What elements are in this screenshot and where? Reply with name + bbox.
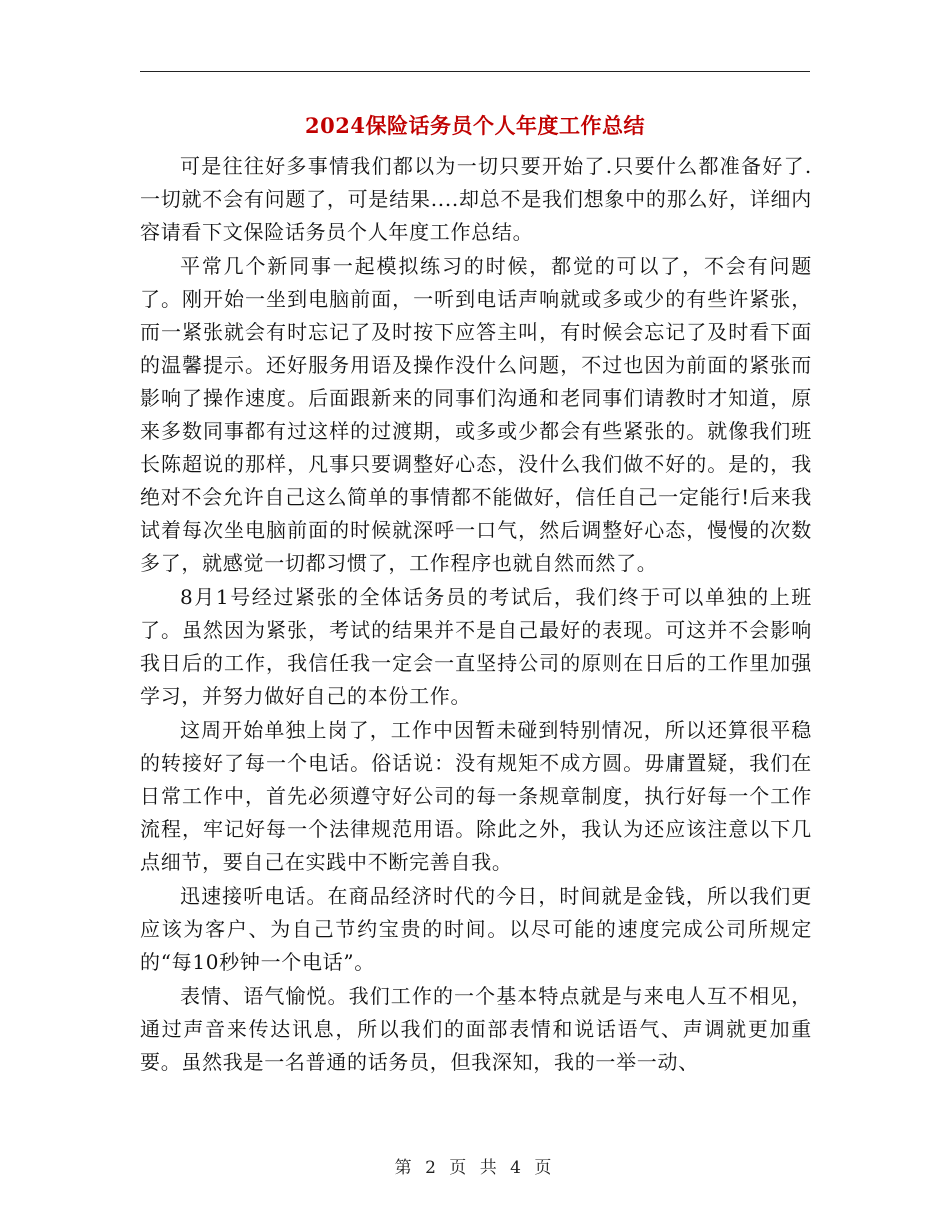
header-divider bbox=[140, 71, 810, 72]
page-number-footer: 第 2 页 共 4 页 bbox=[394, 1158, 556, 1178]
paragraph-intro: 可是往往好多事情我们都以为一切只要开始了.只要什么都准备好了.一切就不会有问题了，可是结果....却总不是我们想象中的那么好，详细内容请看下文保险话务员个人年度工作总结。 bbox=[140, 154, 812, 244]
paragraph-on-duty: 这周开始单独上岗了，工作中因暂未碰到特别情况，所以还算很平稳的转接好了每一个电话。俗话说：没有规矩不成方圆。毋庸置疑，我们在日常工作中，首先必须遵守好公司的每一条规章制度，执行好每一个工作流程，牢记好每一个法律规范用语。除此之外，我认为还应该注意以下几点细节，要自己在实践中不断完善自我。 bbox=[140, 718, 812, 874]
paragraph-simulation-practice: 平常几个新同事一起模拟练习的时候，都觉的可以了，不会有问题了。刚开始一坐到电脑前面，一听到电话声响就或多或少的有些许紧张，而一紧张就会有时忘记了及时按下应答主叫，有时候会忘记了及时看下面的温馨提示。还好服务用语及操作没什么问题，不过也因为前面的紧张而影响了操作速度。后面跟新来的同事们沟通和老同事们请教时才知道，原来多数同事都有过这样的过渡期，或多或少都会有些紧张的。就像我们班长陈超说的那样，凡事只要调整好心态，没什么我们做不好的。是的，我绝对不会允许自己这么简单的事情都不能做好，信任自己一定能行!后来我试着每次坐电脑前面的时候就深呼一口气，然后调整好心态，慢慢的次数多了，就感觉一切都习惯了，工作程序也就自然而然了。 bbox=[140, 254, 812, 575]
document-title: 2024保险话务员个人年度工作总结 bbox=[305, 113, 645, 138]
paragraph-pleasant-tone: 表情、语气愉悦。我们工作的一个基本特点就是与来电人互不相见，通过声音来传达讯息，所以我们的面部表情和说话语气、声调就更加重要。虽然我是一名普通的话务员，但我深知，我的一举一动、 bbox=[140, 984, 812, 1074]
paragraph-exam: 8月1号经过紧张的全体话务员的考试后，我们终于可以单独的上班了。虽然因为紧张，考试的结果并不是自己最好的表现。可这并不会影响我日后的工作，我信任我一定会一直坚持公司的原则在日后的工作里加强学习，并努力做好自己的本份工作。 bbox=[140, 585, 812, 708]
document-body bbox=[140, 150, 812, 1080]
paragraph-answer-quickly: 迅速接听电话。在商品经济时代的今日，时间就是金钱，所以我们更应该为客户、为自己节约宝贵的时间。以尽可能的速度完成公司所规定的“每10秒钟一个电话”。 bbox=[140, 884, 812, 974]
